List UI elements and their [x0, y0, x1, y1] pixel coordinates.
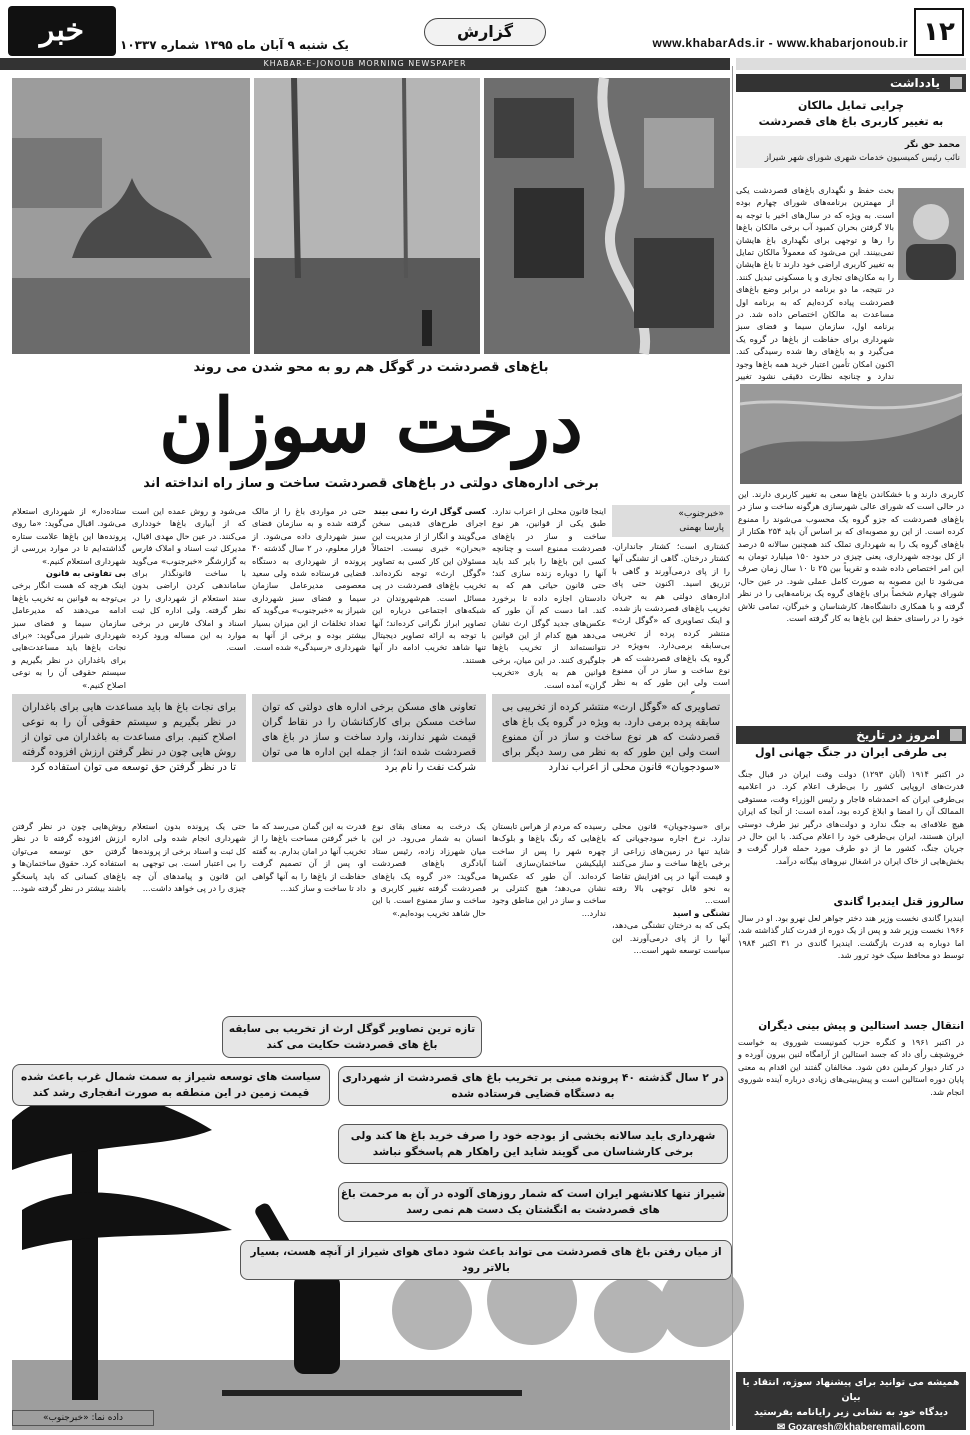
gray-box-1: تصاویری که «گوگل ارث» منتشر کرده از تخریبی بی سابقه پرده برمی دارد. به ویژه در گروه یک باغ های قصردشت که هر نوع ساخت و ساز در آن ممنوع است ولی این طور که به نظر می رسد دیگر برای «سودجویان» قانون محلی از اعراب ندارد: [492, 694, 730, 762]
sidebar-body-1a: بحث حفظ و نگهداری باغ‌های قصردشت یکی از مهمترین برنامه‌های شورای چهارم بوده است. به ویژه که در سال‌های اخیر با توجه به بالا گرفتن بحران کمبود آب برخی مالکان باغ‌ها را رها و توجهی برای نگهداری باغ هایشان نمی‌بینند. این می‌شود که معمولاً مالکان تمایل به تغییر کاربری اراضی خود دارند تا باغ هایشان را به مکان‌های تجاری و یا مسکونی تبدیل کنند. در نتیجه، ما دو برنامه در برابر وضع باغ‌های قصردشت پیاده کرده‌ایم که به برنامه اول مساعدت به مالکان اختصاص داده شد. در برنامه اول، سازمان سیما و فضای سبز شهرداری برای حفاظت از باغ‌ها در گروه یک می‌گیرد و به باغ‌های رها شده رسیدگی کند. اکنون امکان تأمین اعتبار خرید همه باغ‌ها وجود ندارد و چنانچه نظارت دقیقی نشود تغییر: [736, 185, 894, 382]
section-label: گزارش: [424, 18, 546, 46]
english-strip: KHABAR-E-JONOUB MORNING NEWSPAPER: [0, 58, 730, 70]
fire-photo: [254, 78, 480, 354]
byline-author: پارسا بهمنی: [679, 523, 724, 533]
sidebar-opinion: [736, 74, 966, 168]
article2-col-1-body-b: یکی که به درختان تشنگی می‌دهد، آنها را از پای درمی‌آورند. این سیاست توسعه شهر است...: [612, 920, 730, 956]
contact-box: [736, 1372, 966, 1433]
callout-1: سیاست های توسعه شیراز به سمت شمال غرب باعث شده قیمت زمین در این منطقه به صورت انفجاری رشد کند: [12, 1064, 330, 1106]
burning-garden-image: [254, 78, 480, 354]
contact-email[interactable]: Gozaresh@khaberemail.com: [788, 1422, 926, 1433]
sidebar-top-strip: [736, 58, 966, 70]
article-subhead-2: بی تفاوتی به قانون: [45, 568, 126, 579]
orchard-aerial-image: [740, 384, 962, 484]
satellite-photo: [484, 78, 730, 354]
article2-col-1-body: برای «سودجویان» قانون محلی ندارد. نرخ اجاره سودجویانی که شاید تنها در زمین‌های زراعی از برخی باغ‌ها ساخت و ساز می‌کنند و قیمت آنها در پی افزایش تقاضا به نحو قابل توجهی بالا رفته است...: [612, 821, 730, 906]
dry-garden-photo: [12, 78, 250, 354]
headline-title: درخت سوزان: [159, 383, 583, 469]
sidebar-divider: [732, 66, 733, 1426]
article-col-1: کشتاری است؛ کشتار جانداران. کشتار درختان. گاهی از تشنگی آنها را از پای درمی‌آورند و گاهی با تزریق اسید. اکنون حتی پای اداره‌های دولتی هم به جریان تخریب باغ‌های قصردشت باز شده. و اینک تصاویری که «گوگل ارث» منتشر کرده پرده از تخریبی بی‌سابقه برمی‌دارد. به‌ویژه در گروه یک باغ‌های قصردشت که هر نوع ساخت و ساز در آن ممنوع است ولی این طور که به نظر: [612, 541, 730, 688]
article2-col-4: قدرت به این گمان می‌رسد که ما با خبر گرفتن مساحت باغ‌ها را از تخریب آنها در امان بدارم. به گفته او، پس از آن تصمیم گرفت حفاظت از باغ‌ها را به آنها گواهی داد تا ساخت و ساز کند...: [252, 821, 366, 894]
article2-col-6: روش‌هایی چون در نظر گرفتن ارزش افزوده گرفته تا در نظر گرفتن حق توسعه می‌توان استفاده کرد. حقوق ساختمان‌ها و باغ‌های کسانی که باید پاسخگو باشند بیشتر در نظر گرفته شود...: [12, 821, 126, 894]
author-photo: [898, 188, 964, 280]
sidebar-photo: [740, 384, 962, 484]
history-headline-2: سالروز قتل ایندیرا گاندی: [833, 896, 964, 908]
history-headline-3: انتقال جسد استالین و پیش بینی دیگران: [758, 1020, 964, 1032]
page-number: ۱۲: [914, 8, 964, 56]
history-body-2: ایندیرا گاندی نخست وزیر هند دختر جواهر لعل نهرو بود. او در سال ۱۹۶۶ نخست وزیر شد و پس از یک دوره از قدرت کنار گذاشته شد، اما دوباره به قدرت بازگشت. ایندیرا گاندی در ۳۱ اکتبر ۱۹۸۴ توسط دو محافظ سیک خود ترور شد.: [738, 913, 964, 961]
history-body-3: در اکتبر ۱۹۶۱ و کنگره حزب کمونیست شوروی به خواست خروشچف رأی داد که جسد استالین از آرامگاه لنین بیرون آورده و در کنار دیوار کرملین دفن شود. مخالفان گفتند این اقدام به معنی پایان دوره استالین است و پیش‌بینی‌های زیادی درباره آینده شوروی انجام شد.: [738, 1037, 964, 1097]
history-headline-1: بی طرفی ایران در جنگ جهانی اول: [754, 746, 948, 759]
satellite-map-image: [484, 78, 730, 354]
site-urls[interactable]: www.khabarAds.ir - www.khabarjonoub.ir: [652, 36, 908, 50]
callout-3: شهرداری باید سالانه بخشی از بودجه خود را صرف خرید باغ ها کند ولی برخی کارشناسان می گویند شاید این راهکار هم پاسخگو نباشد: [338, 1124, 728, 1164]
history-section: [736, 726, 966, 762]
gray-box-2: تعاونی های مسکن برخی اداره های دولتی که توان ساخت مسکن برای کارکنانشان را در نقاط گران قیمت شهر ندارند، وارد ساخت و ساز در باغ های قصردشت شده اند؛ از جمله این اداره ها می توان شرکت نفت را نام برد: [252, 694, 486, 762]
email-icon: ✉: [776, 1422, 786, 1433]
masthead: [0, 0, 970, 62]
sidebar-title: یادداشت: [736, 74, 966, 92]
article2-subhead: تشنگی و اسید: [672, 907, 730, 918]
article-col-6: [12, 505, 126, 690]
history-body-1: در اکتبر ۱۹۱۴ (آبان ۱۲۹۳) دولت وقت ایران در قبال جنگ قدرت‌های اروپایی کشور را بی‌طرف اعلام کرد. در اعلامیه بی‌طرفی ایران که احمدشاه قاجار و رئیس الوزراء وقت، مستوفی الممالک آن را امضا و ابلاغ کرده بود، آمده است: از آنجا که ایران هیچ علاقه‌ای به جنگ ندارد و دولت‌های درگیر نیز طرف دوستی ایران هستند، ایران بی‌طرفی خود را اعلام می‌کند. با این حال در جریان جنگ، کشور ما از دو طرف مورد حمله قرار گرفت و بخش‌هایی از خاک ایران در اشغال نیروهای بیگانه درآمد.: [738, 769, 965, 866]
article-col-5: می‌شود و روش عمده این است که از آبیاری باغ‌ها خودداری می‌کنند. در عین حال مهدی اقبال، مدیرکل ثبت اسناد و املاک فارس به گزارشگر «خبرجنوب» می‌گوید با ساخت قانونگذار برای ساماندهی کردن اراضی بدون سند استعلام از شهرداری را در نظر گرفته. ولی اداره کل ثبت اسناد و املاک فارس در برخی موارد به این مساله ورود کرده است.: [132, 506, 246, 653]
author-box: [736, 136, 966, 168]
infographic-credit: داده نما: «خبرجنوب»: [12, 1410, 154, 1426]
article2-col-5: حتی یک پرونده بدون استعلام شهرداری انجام شده ولی اداره کل ثبت و اسناد برخی از پرونده‌ها را بی اعتبار است. بی توجهی به این قانون و پیامدهای آن چه چیزی را در پی خواهد داشت...: [132, 821, 246, 894]
pull-quote: تازه ترین تصاویر گوگل ارث از تخریب بی سابقه باغ های قصردشت حکایت می کند: [222, 1016, 482, 1058]
history-title: امروز در تاریخ: [736, 726, 966, 744]
article2-col-3: یک درخت به معنای بقای نوع انسان به شمار می‌رود. در این میان شهرزاد زاده، رئیس ستاد آبادگری باغ‌های قصردشت می‌گوید: «در گروه یک باغ‌های قصردشت گرفته تغییر کاربری و ساخت و ساز ممنوع است. با این حال شاهد تخریب بوده‌ایم.»: [372, 821, 486, 918]
article-col-3: [372, 505, 486, 690]
gray-box-3: برای نجات باغ ها باید مساعدت هایی برای باغداران در نظر بگیریم و سیستم حقوقی آن را به نوعی اصلاح کنیم. برای مساعدت به باغداران می توان از روش هایی چون در نظر گرفتن ارزش افزوده گرفته تا در نظر گرفتن حق توسعه می توان استفاده کرد: [12, 694, 246, 762]
contact-line-1: همیشه می توانید برای پیشنهاد سوژه، انتقاد یا بیان: [742, 1377, 960, 1403]
headline-kicker: باغ‌های قصردشت در گوگل هم رو به محو شدن می روند: [193, 360, 549, 375]
callout-2: در ۲ سال گذشته ۴۰ پرونده مبنی بر تخریب باغ های قصردشت از شهرداری به دستگاه قضایی فرستاده شده: [338, 1066, 728, 1106]
callout-5: از میان رفتن باغ های قصردشت می تواند باعث شود دمای هوای شیراز از آنچه هست، بسیار بالاتر رود: [240, 1240, 732, 1280]
article-subhead-1: کسی گوگل ارث را نمی بیند: [373, 506, 486, 516]
byline-source: «خبرجنوب»: [678, 509, 724, 519]
article-col-6-body-b: اینک هرچه که هست انگار برخی بی‌توجه به قوانین به تخریب باغ‌ها ادامه می‌دهند که مدیرعامل سازمان سیما و فضای سبز شهرداری شیراز می‌گوید: «برای نجات باغ‌ها باید مساعدت‌هایی برای باغداران در نظر بگیریم و سیستم حقوقی آن را به نوعی اصلاح کنیم.»: [12, 580, 126, 690]
contact-email-row: [736, 1420, 966, 1435]
article-col-6-body: ستاده‌دار» از شهرداری استعلام می‌شود. اقبال می‌گوید: «ما روی پرونده‌ها این باغ‌ها علامت ستاره گذاشته‌ایم تا در موارد بررسی از شهرداری استعلام کنیم.»: [12, 506, 126, 566]
dry-garden-image: [12, 78, 250, 354]
callout-4: شیراز تنها کلانشهر ایران است که شمار روزهای آلوده در آن به مرحمت باغ های قصردشت به انگشتان یک دست هم نمی رسد: [338, 1182, 728, 1222]
sidebar-body-2: کاربری دارند و با خشکاندن باغ‌ها سعی به تغییر کاربری دارند. این در حالی است که شورای عالی شهرسازی هرگونه ساخت و ساز در باغ‌های قصردشت که جزو گروه یک محسوب می‌شوند را ممنوع کرده است. از این رو مصوبه‌ای که بر اساس آن باید ۲۵۴ هکتار از باغ‌های گروه یک را به شهرداری تملک کند همچنین سالانه ۵ درصد از کل بودجه شهرداری، یعنی چیزی در حدود ۱۵۰ میلیارد تومان به این امر اختصاص داده شده و تقریباً بین ۲۵ تا ۱۰ سال زمان صرف می‌شود تا این مصوبه به صورت کامل عملی شود. در عین حال، شورای چهارم شخصاً برای باغ‌های گروه یک برنامه‌هایی را در نظر گرفته و با همکاری دانشگاه‌ها، کارشناسان و خبرگان، تمامی تلاش خود را در راستای حفظ این باغ‌ها به کار گرفته است.: [738, 489, 965, 624]
author-portrait: [898, 188, 964, 280]
article2-col-2: رسیده که مردم از هراس تابستان باغ‌هایی که رنگ باغ‌ها و بلوک‌ها چهره شهر را پس از ساخت اپلیکیشن ساختمان‌سازی آشنا کرده‌اند. آن طور که عکس‌ها نشان می‌دهد؛ هیچ کنترلی بر ساخت و ساز در این مناطق وجود ندارد...: [492, 821, 606, 918]
article-col-4: حتی در مواردی باغ را از مالک گرفته شده و به سازمان فضای سبز شهرداری داده می‌شود. از قرار معلوم، در ۲ سال گذشته ۴۰ پرونده از شهرداری به دستگاه قضایی فرستاده شده ولی سعید معصومی مدیرعامل سازمان سیما و فضای سبز شهرداری شیراز به «خبرجنوب» می‌گوید که تعداد تخلفات از این میزان بسیار بیشتر بوده و برخی از آنها به شهرداری «رسیدگی» شده است.: [252, 506, 367, 653]
contact-line-2: دیدگاه خود به نشانی زیر رایانامه بفرستید: [754, 1407, 948, 1418]
sidebar-headline-2: به تغییر کاربری باغ های قصردشت: [758, 115, 944, 128]
article-col-3-body: اجرای طرح‌های قدیمی سخن می‌گویند و انگار از از مدیریت این «بحران» خبری نیست. احتمالاً مسئولان این کار کسی به تصاویر «گوگل ارث» توجه نکرده‌اند. تخریب باغ‌های قصردشت در پی مسائل است. هم‌شهروندان در شبکه‌های اجتماعی درباره این تصاویر ابراز نگرانی کرده‌اند؛ آنها با توجه به ارائه تصاویر دیجیتال تنها شاهد تخریب ادامه دار آنها هستند.: [372, 518, 486, 665]
byline-box: [612, 505, 730, 537]
author-role: نائب رئیس کمیسیون خدمات شهری شورای شهر شیراز: [764, 153, 960, 163]
article-col-2: اینجا قانون محلی از اعراب ندارد. طبق یکی از قوانین، هر نوع ساخت و ساز در باغ‌های قصردشت ممنوع است و چنانچه کسی این باغ‌ها را بایر کند باید آنها را دوباره زنده سازی کند؛ حتی قانون حیاتی هم که به دادستان اجازه داده تا برخورد کند. اما دست کم آن طور که عکس‌های جدید گوگل ارث نشان می‌دهد هیچ کدام از این قوانین نتوانسته‌اند از تخریب باغ‌ها جلوگیری کنند. در این میان، برخی قوانین هم به یاری «تخریب گران» آمده است.: [492, 506, 606, 690]
newspaper-logo: خبر: [8, 6, 116, 56]
article2-col-1: [612, 820, 730, 1030]
issue-date: یک شنبه ۹ آبان ماه ۱۳۹۵ شماره ۱۰۳۳۷: [120, 38, 349, 52]
author-name: محمد حق نگر: [904, 140, 960, 150]
headline-subtitle: برخی اداره‌های دولتی در باغ‌های قصردشت ساخت و ساز راه انداخته اند: [143, 476, 599, 491]
sidebar-headline-1: چرایی تمایل مالکان: [797, 99, 905, 112]
